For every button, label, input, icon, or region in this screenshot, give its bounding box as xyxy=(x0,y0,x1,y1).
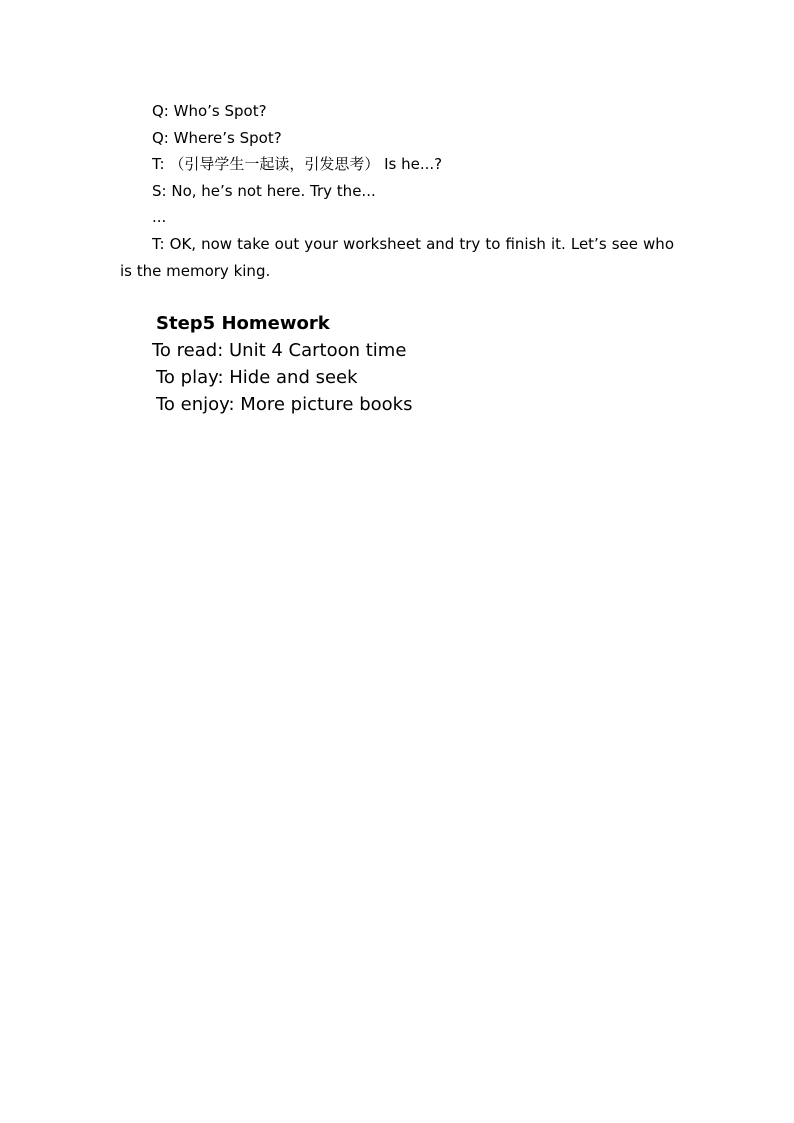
homework-item: To play: Hide and seek xyxy=(156,367,358,388)
dialogue-line: T: （引导学生一起读，引发思考） Is he...? xyxy=(152,155,443,174)
homework-section xyxy=(152,310,672,418)
dialogue-ellipsis: ... xyxy=(152,208,167,227)
dialogue-section xyxy=(120,98,674,284)
homework-item: To enjoy: More picture books xyxy=(156,394,413,415)
dialogue-line: S: No, he’s not here. Try the... xyxy=(152,181,376,200)
homework-title: Step5 Homework xyxy=(156,313,330,334)
dialogue-paragraph: T: OK, now take out your worksheet and try to finish it. Let’s see who is the memory king. xyxy=(120,234,674,280)
homework-item: To read: Unit 4 Cartoon time xyxy=(152,340,407,361)
dialogue-line: Q: Who’s Spot? xyxy=(152,102,267,120)
dialogue-line: Q: Where’s Spot? xyxy=(152,128,282,147)
